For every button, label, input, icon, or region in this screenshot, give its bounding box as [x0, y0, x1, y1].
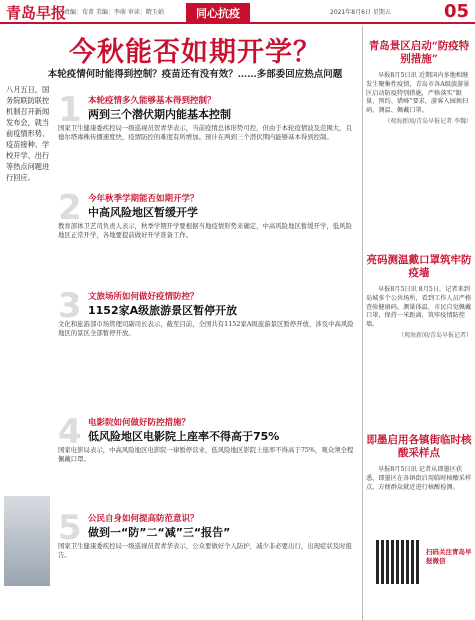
lead-photo	[4, 496, 50, 586]
side-story-body: 早报8月5日讯 记者从即墨区获悉，即墨区在各镇街启用临时核酸采样点，方便群众就近进行核酸检测。	[366, 466, 472, 491]
qa-number: 4	[58, 412, 82, 452]
side-story-2	[366, 254, 472, 339]
qa-block-3	[58, 286, 358, 406]
sidebar-news	[366, 26, 472, 620]
headline: 今秋能否如期开学？	[69, 37, 321, 68]
qa-body: 文化和旅游部市场管理司副司长表示，截至目前，全国共有1152家A级旅游景区暂停开放，涉及中高风险地区的景区全部暂停开放。	[58, 320, 354, 337]
qa-number: 1	[58, 90, 82, 130]
qa-answer-heading: 中高风险地区暂缓开学	[88, 206, 198, 219]
qr-code-image	[376, 540, 420, 584]
qa-question: 今年秋季学期能否如期开学？	[88, 194, 199, 204]
side-story-title: 青岛景区启动“防疫特别措施”	[368, 40, 470, 65]
page-number: 05	[443, 1, 469, 22]
side-story-1	[366, 40, 472, 125]
qr-caption: 扫码关注青岛早报微信	[426, 548, 472, 565]
side-story-body: 早报8月5日讯 8月5日，记者来到岛城多个公共场所，看到工作人员严格查验健康码、测量体温，市民自觉佩戴口罩、保持一米距离，筑牢疫情防控墙。	[366, 286, 472, 329]
qa-block-5	[58, 508, 358, 618]
page-header	[0, 0, 475, 24]
column-title: 同心抗疫	[186, 3, 250, 23]
qa-block-2	[58, 188, 358, 282]
side-story-3	[366, 434, 472, 492]
qa-question: 电影院如何做好防控措施？	[88, 418, 191, 428]
qa-number: 5	[58, 508, 82, 548]
side-story-title: 亮码测温戴口罩筑牢防疫墙	[366, 254, 472, 279]
qa-number: 2	[58, 188, 82, 228]
main-article	[0, 26, 362, 620]
qa-body: 国家卫生健康委疾控局一级巡视员贺青华表示，当前疫情总体形势可控，但由于本轮疫情波及范围大，且德尔塔毒株传播速度快，疫情防控的难度有所增加。预计在两到三个潜伏期内能够基本得到控制。	[58, 124, 352, 141]
side-story-body: 早报8月5日讯 近期国内多地相继发生聚集性疫情，青岛市各A级旅游景区启动防疫特别措施，严格落实“限量、预约、错峰”要求，游客入园须扫码、测温、佩戴口罩。	[366, 72, 470, 115]
qa-block-4	[58, 412, 358, 502]
column-divider	[362, 26, 363, 620]
newspaper-logo: 青岛早报	[6, 4, 67, 22]
qa-body: 教育部体卫艺司负责人表示，秋季学期开学要根据当地疫情形势来确定，中高风险地区暂缓开学，低风险地区正常开学，各地要提前做好开学准备工作。	[58, 222, 352, 239]
qa-body: 国家卫生健康委疾控局一级巡视员贺青华表示，公众要做好个人防护，减少非必要出行，出现症状及时报告。	[58, 542, 352, 559]
subheadline: 本轮疫情何时能得到控制？疫苗还有没有效？……多部委回应热点问题	[47, 69, 343, 80]
side-story-source: （观海新闻/青岛早报记者 李魏）	[384, 117, 472, 125]
qa-answer-heading: 做到一“防”二“减”三“报告”	[88, 526, 231, 539]
qa-question: 公民自身如何提高防范意识？	[88, 514, 199, 524]
qa-question: 文旅场所如何做好疫情防控？	[88, 292, 199, 302]
qa-body: 国家电影局表示，中高风险地区电影院一律暂停营业，低风险地区影院上座率不得高于75%，观众须全程佩戴口罩。	[58, 446, 354, 463]
qa-answer-heading: 两到三个潜伏期内能基本控制	[88, 108, 231, 121]
side-story-source: （观海新闻/青岛早报记者）	[397, 331, 472, 339]
editor-credits: 责编：荀菁 美编：李萌 审读：隋玉娟	[64, 9, 164, 16]
qa-number: 3	[58, 286, 82, 326]
lead-paragraph	[6, 84, 50, 183]
issue-date: 2021年8月6日 星期五	[330, 9, 391, 16]
side-story-title: 即墨启用各镇街临时核酸采样点	[366, 434, 472, 459]
qa-question: 本轮疫情多久能够基本得到控制？	[88, 96, 216, 106]
lead-text: 八月五日，国务院联防联控机制召开新闻发布会，就当前疫情形势、疫苗接种、学校开学、出行等热点问题进行回应。	[6, 85, 50, 182]
qa-answer-heading: 低风险地区电影院上座率不得高于75%	[88, 430, 280, 443]
qa-block-1	[58, 90, 358, 184]
qa-answer-heading: 1152家A级旅游景区暂停开放	[88, 304, 238, 317]
